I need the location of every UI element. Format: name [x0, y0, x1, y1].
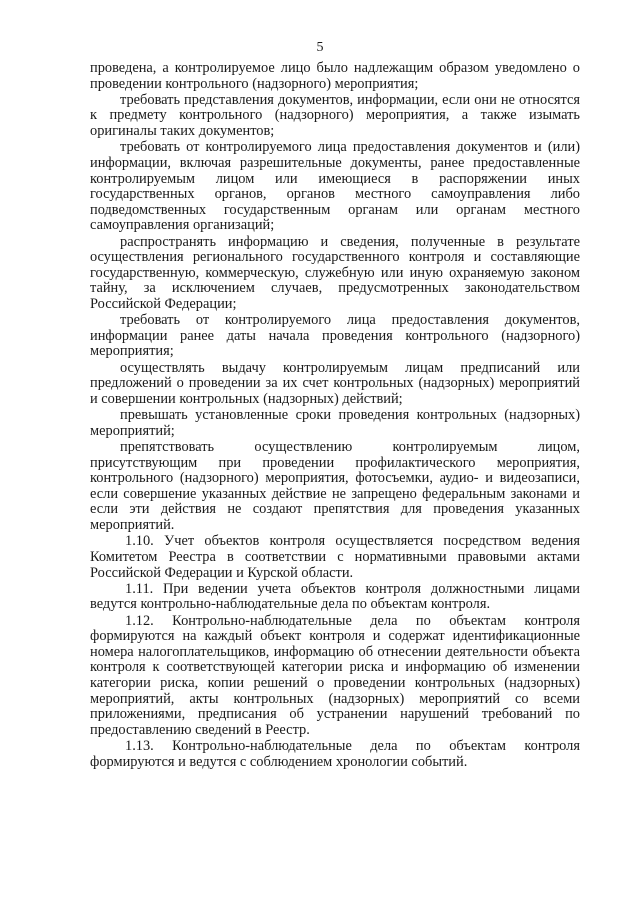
paragraph-continuation: проведена, а контролируемое лицо было надлежащим образом уведомлено о проведении контрольного (надзорного) мероприятия; — [90, 60, 580, 92]
paragraph-prohibition-obstruction: препятствовать осуществлению контролируемым лицом, присутствующим при проведении профилактического мероприятия, контрольного (надзорного) мероприятия, фотосъемки, аудио- и видеозаписи, если совершение указанных действие не запрещено федеральным законами и если эти действия не создают препятствия для проведения указанных мероприятий. — [90, 439, 580, 534]
clause-1-10: 1.10. Учет объектов контроля осуществляется посредством ведения Комитетом Реестра в соответствии с нормативными правовыми актами Российской Федерации и Курской области. — [90, 533, 580, 581]
clause-1-11: 1.11. При ведении учета объектов контроля должностными лицами ведутся контрольно-наблюдательные дела по объектам контроля. — [90, 580, 580, 613]
paragraph-prohibition-deadlines: превышать установленные сроки проведения контрольных (надзорных) мероприятий; — [90, 407, 580, 439]
paragraph-prohibition-early-request: требовать от контролируемого лица предоставления документов, информации ранее даты начала проведения контрольного (надзорного) мероприятия; — [90, 312, 580, 360]
clause-1-12: 1.12. Контрольно-наблюдательные дела по объектам контроля формируются на каждый объект контроля и содержат идентификационные номера налогоплательщиков, информацию об отнесении деятельности объекта контроля к соответствующей категории риска и информацию об изменении категории риска, копии решений о проведении контрольных (надзорных) мероприятий, акты контрольных (надзорных) мероприятий со всеми приложениями, предписания об устранении нарушений требований по предоставлению сведений в Реестр. — [90, 612, 580, 738]
paragraph-prohibition-prescriptions: осуществлять выдачу контролируемым лицам предписаний или предложений о проведении за их счет контрольных (надзорных) мероприятий и совершении контрольных (надзорных) действий; — [90, 359, 580, 407]
clause-1-13: 1.13. Контрольно-наблюдательные дела по объектам контроля формируются и ведутся с соблюдением хронологии событий. — [90, 738, 580, 770]
page-number: 5 — [316, 40, 324, 55]
paragraph-prohibition-information: требовать от контролируемого лица предоставления документов и (или) информации, включая разрешительные документы, ранее предоставленные контролируемым лицом или имеющиеся в распоряжении иных государственных органов, органов местного самоуправления либо подведомственных государственным органам или органам местного самоуправления организаций; — [90, 139, 580, 234]
document-body — [90, 61, 580, 771]
paragraph-prohibition-documents: требовать представления документов, информации, если они не относятся к предмету контрольного (надзорного) мероприятия, а также изымать оригиналы таких документов; — [90, 91, 580, 140]
paragraph-prohibition-disclosure: распространять информацию и сведения, полученные в результате осуществления регионального государственного контроля и составляющие государственную, коммерческую, служебную или иную охраняемую законом тайну, за исключением случаев, предусмотренных законодательством Российской Федерации; — [90, 233, 580, 312]
